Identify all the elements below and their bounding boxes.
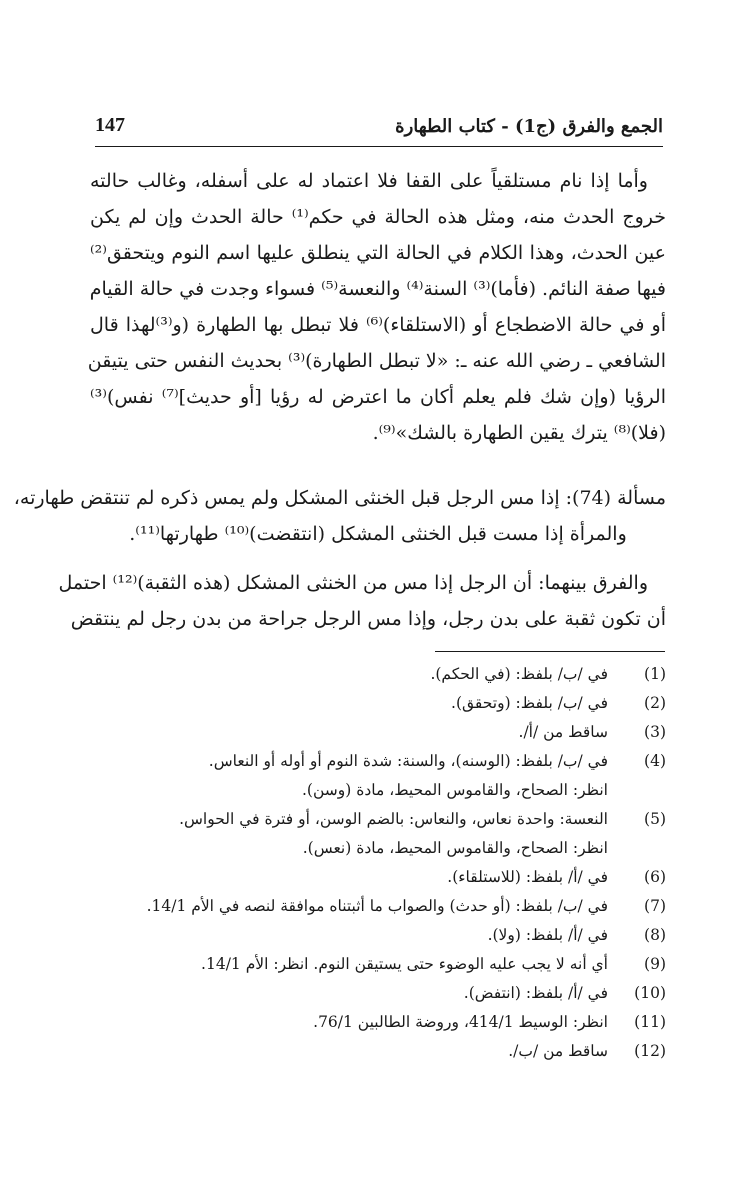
text-line: أو في حالة الاضطجاع أو (الاستلقاء)⁽⁶⁾ فلا تبطل بها الطهارة (و⁽³⁾لهذا قال	[90, 314, 666, 336]
footnote	[110, 660, 666, 689]
paragraph-difference	[58, 565, 666, 637]
footnote-number: (8)	[644, 926, 666, 944]
footnote	[110, 689, 666, 718]
footnote	[110, 1037, 666, 1066]
text-line: الشافعي ـ رضي الله عنه ـ: «لا تبطل الطهارة)⁽³⁾ بحديث النفس حتى يتيقن	[87, 350, 666, 372]
footnote-text: في /أ/ بلفظ: (انتفض).	[463, 984, 608, 1002]
footnote-text: في /ب/ بلفظ: (أو حدث) والصواب ما أثبتناه موافقة لنصه في الأم 14/1.	[146, 897, 608, 915]
footnote	[110, 718, 666, 747]
text-line: أن تكون ثقبة على بدن رجل، وإذا مس الرجل جراحة من بدن رجل لم ينتقض	[70, 608, 666, 630]
footnote-continuation	[110, 776, 666, 805]
text-line: والمرأة إذا مست قبل الخنثى المشكل (انتقضت)⁽¹⁰⁾ طهارتها⁽¹¹⁾.	[129, 523, 627, 545]
footnote-number: (12)	[634, 1042, 666, 1060]
paragraph-issue-74	[13, 480, 666, 552]
text-line: وأما إذا نام مستلقياً على القفا فلا اعتماد له على أسفله، وغالب حالته	[90, 170, 648, 192]
footnote-text: في /أ/ بلفظ: (للاستلقاء).	[447, 868, 608, 886]
footnote-number: (10)	[634, 984, 666, 1002]
footnote-text: في /ب/ بلفظ: (في الحكم).	[430, 665, 608, 683]
text-line: (فلا)⁽⁸⁾ يترك يقين الطهارة بالشك»⁽⁹⁾.	[372, 422, 666, 444]
running-title: الجمع والفرق (ج1) - كتاب الطهارة	[395, 116, 663, 137]
footnote-text: انظر: الصحاح، والقاموس المحيط، مادة (وسن).	[302, 781, 608, 799]
footnote	[110, 805, 666, 834]
footnote-text: في /ب/ بلفظ: (وتحقق).	[451, 694, 608, 712]
footnote	[110, 979, 666, 1008]
footnote-number: (7)	[644, 897, 666, 915]
text-line: والفرق بينهما: أن الرجل إذا مس من الخنثى المشكل (هذه الثقبة)⁽¹²⁾ احتمل	[58, 572, 648, 594]
footnote-text: ساقط من /ب/.	[508, 1042, 608, 1060]
text-line: خروج الحدث منه، ومثل هذه الحالة في حكم⁽¹⁾ حالة الحدث وإن لم يكن	[90, 206, 666, 228]
footnote-text: أي أنه لا يجب عليه الوضوء حتى يستيقن النوم. انظر: الأم 14/1.	[201, 955, 608, 973]
footnote	[110, 863, 666, 892]
footnote-text: في /ب/ بلفظ: (الوسنه)، والسنة: شدة النوم أو أوله أو النعاس.	[208, 752, 608, 770]
running-header	[95, 112, 663, 147]
footnote-number: (2)	[644, 694, 666, 712]
text-line: الرؤيا (وإن شك فلم يعلم أكان ما اعترض له رؤيا [أو حديث]⁽⁷⁾ نفس)⁽³⁾	[90, 386, 666, 408]
footnote	[110, 747, 666, 776]
footnote-text: ساقط من /أ/.	[518, 723, 608, 741]
footnote-number: (3)	[644, 723, 666, 741]
footnote	[110, 950, 666, 979]
footnote-number: (4)	[644, 752, 666, 770]
paragraph-sleep	[87, 163, 666, 451]
footnote-text: النعسة: واحدة نعاس، والنعاس: بالضم الوسن، أو فترة في الحواس.	[179, 810, 608, 828]
text-line: مسألة (74): إذا مس الرجل قبل الخنثى المشكل ولم يمس ذكره لم تنتقض طهارته،	[13, 487, 666, 509]
footnote	[110, 892, 666, 921]
footnote	[110, 1008, 666, 1037]
text-line: فيها صفة النائم. (فأما)⁽³⁾ السنة⁽⁴⁾ والنعسة⁽⁵⁾ فسواء وجدت في حالة القيام	[89, 278, 666, 300]
footnote-continuation	[110, 834, 666, 863]
footnote-number: (11)	[634, 1013, 666, 1031]
text-line: عين الحدث، وهذا الكلام في الحالة التي ينطلق عليها اسم النوم ويتحقق⁽²⁾	[90, 242, 666, 264]
page-number: 147	[95, 114, 125, 136]
footnote-number: (6)	[644, 868, 666, 886]
footnote-number: (5)	[644, 810, 666, 828]
footnotes	[110, 660, 666, 1066]
footnote-text: انظر: الوسيط 414/1، وروضة الطالبين 76/1.	[313, 1013, 608, 1031]
footnote	[110, 921, 666, 950]
footnote-number: (9)	[644, 955, 666, 973]
footnote-text: في /أ/ بلفظ: (ولا).	[487, 926, 608, 944]
footnote-text: انظر: الصحاح، والقاموس المحيط، مادة (نعس).	[302, 839, 608, 857]
footnote-number: (1)	[644, 665, 666, 683]
footnote-divider	[435, 651, 665, 652]
